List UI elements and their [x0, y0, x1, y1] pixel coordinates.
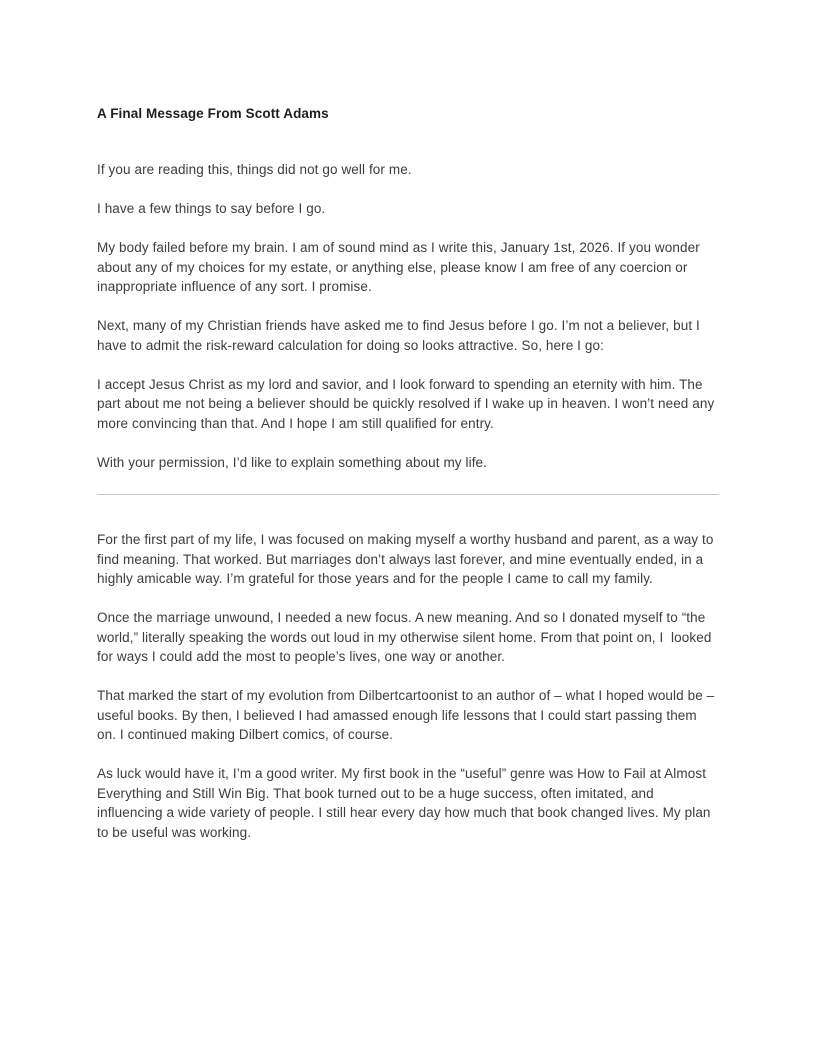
section-divider [97, 494, 719, 495]
document-section-bottom [97, 530, 719, 842]
paragraph: That marked the start of my evolution from Dilbertcartoonist to an author of – what I hoped would be – useful books. By then, I believed I had amassed enough life lessons that I could start passing them on. I continued making Dilbert comics, of course. [97, 688, 719, 742]
paragraph: As luck would have it, I’m a good writer. My first book in the “useful” genre was How to Fail at Almost Everything and Still Win Big. That book turned out to be a huge success, often imitated, and influencing a wide variety of people. I still hear every day how much that book changed lives. My plan to be useful was working. [97, 766, 715, 840]
paragraph: Once the marriage unwound, I needed a new focus. A new meaning. And so I donated myself to “the world,” literally speaking the words out loud in my otherwise silent home. From that point on, I looked for ways I could add the most to people’s lives, one way or another. [97, 610, 716, 664]
paragraph: I have a few things to say before I go. [97, 201, 326, 216]
paragraph: Next, many of my Christian friends have asked me to find Jesus before I go. I’m not a believer, but I have to admit the risk-reward calculation for doing so looks attractive. So, here I go: [97, 318, 704, 353]
paragraph: If you are reading this, things did not go well for me. [97, 162, 412, 177]
paragraph: For the first part of my life, I was focused on making myself a worthy husband and parent, as a way to find meaning. That worked. But marriages don’t always last forever, and mine eventually ended, in a highly amicable way. I’m grateful for those years and for the people I came to call my family. [97, 532, 718, 586]
paragraph: My body failed before my brain. I am of sound mind as I write this, January 1st, 2026. If you wonder about any of my choices for my estate, or anything else, please know I am free of any coercion or inappropriate influence of any sort. I promise. [97, 240, 704, 294]
paragraph: I accept Jesus Christ as my lord and savior, and I look forward to spending an eternity with him. The part about me not being a believer should be quickly resolved if I wake up in heaven. I won’t need any more convincing than that. And I hope I am still qualified for entry. [97, 376, 719, 431]
paragraph: With your permission, I’d like to explain something about my life. [97, 454, 488, 470]
document-section-top [97, 160, 719, 472]
document-title: A Final Message From Scott Adams [97, 106, 329, 121]
